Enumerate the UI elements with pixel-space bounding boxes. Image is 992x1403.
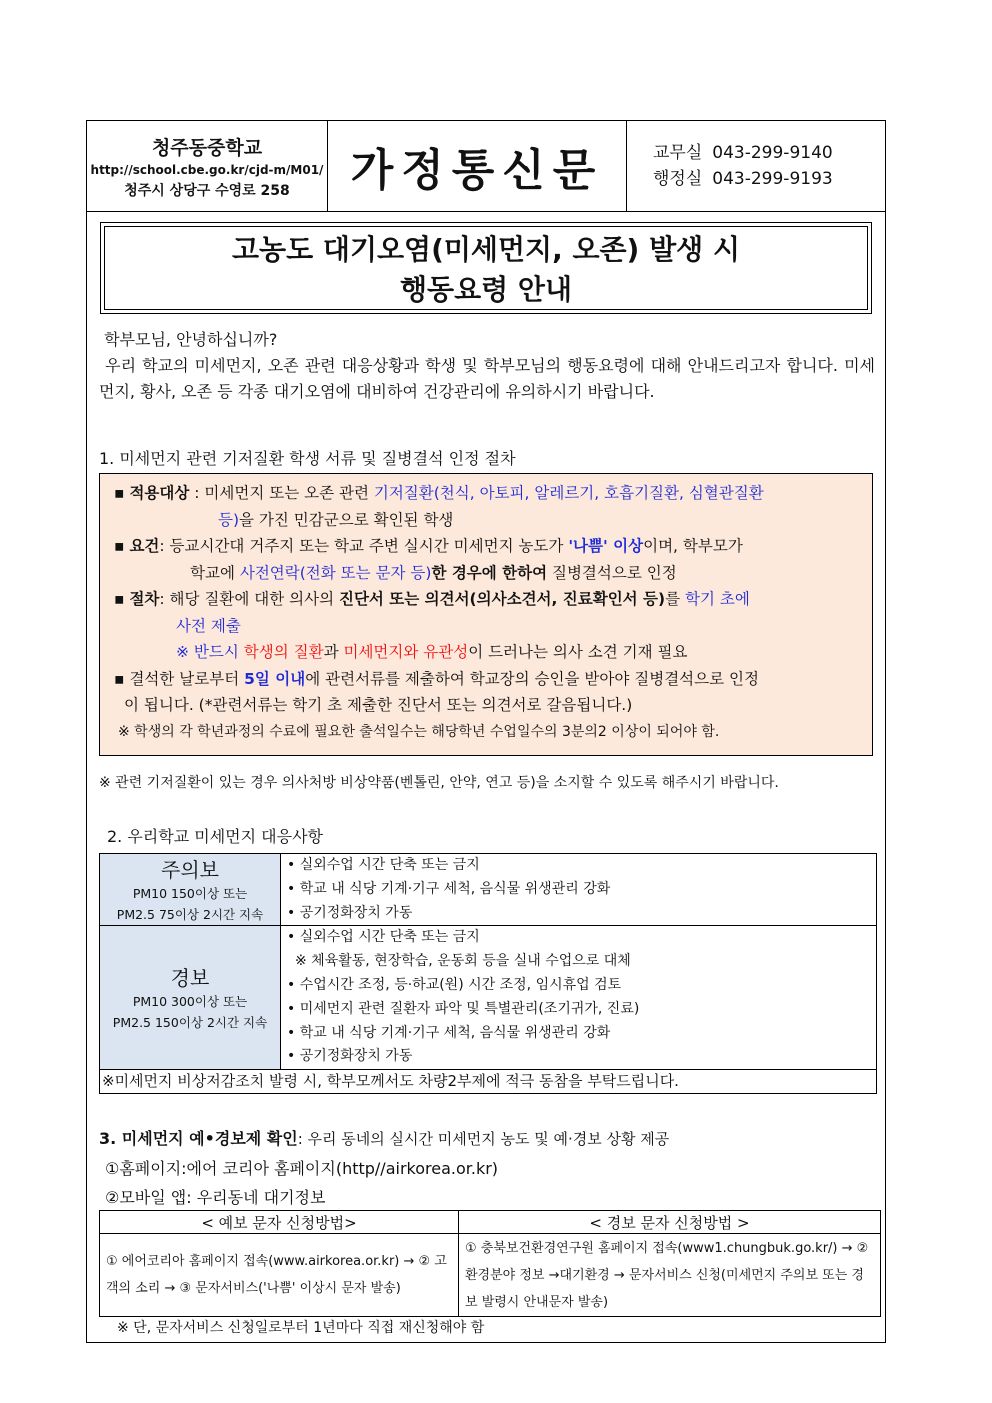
phone-office-admin: 행정실 043-299-9193 [653,169,833,189]
intro-body: 우리 학교의 미세먼지, 오존 관련 대응상황과 학생 및 학부모님의 행동요령에 대해 안내드리고자 합니다. 미세먼지, 황사, 오존 등 각종 대기오염에 대비하여 건강관리에 유의하시기 바랍니다. [99,356,875,401]
procedure-row: ▪ 절차: 해당 질환에 대한 의사의 진단서 또는 의견서(의사소견서, 진료확인서 등)를 학기 초에 [114,590,750,608]
section3-heading: 3. 미세먼지 예•경보제 확인 [99,1129,298,1148]
table-row: 경보 PM10 300이상 또는 PM2.5 150이상 2시간 지속 • 실외수업 시간 단축 또는 금지 ※ 체육활동, 현장학습, 운동회 등을 실내 수업으로 대체 • 수업시간 조정, 등·하교(원) 시간 조정, 임시휴업 검토 • 미세먼지 관련 질환자 파악 및 특별관리(조기귀가, 진료) • 학교 내 식당 기계·기구 세척, 음식물 위생관리 강화 • 공기정화장치 가동 [100,926,877,1070]
section2-heading: 2. 우리학교 미세먼지 대응사항 [107,827,323,846]
warning-header: < 경보 문자 신청방법 > [459,1211,881,1234]
notice-header [87,121,885,212]
forecast-header: < 예보 문자 신청방법> [100,1211,459,1234]
homepage-item: ①홈페이지:에어 코리아 홈페이지(http//airkorea.or.kr) [105,1159,499,1178]
intro-text [99,327,875,405]
school-url[interactable]: http://school.cbe.go.kr/cjd-m/M01/ [90,162,324,177]
response-table [99,853,877,1094]
notice-title: 가정통신문 [328,121,627,211]
section1-heading: 1. 미세먼지 관련 기저질환 학생 서류 및 질병결석 인정 절차 [99,449,516,468]
section3: 3. 미세먼지 예•경보제 확인: 우리 동네의 실시간 미세먼지 농도 및 예·경보 상황 제공 ①홈페이지:에어 코리아 홈페이지(http//airkorea.or.kr) ②모바일 앱: 우리동네 대기정보 [99,1124,669,1212]
sms-table [99,1210,881,1317]
phone-office-academic: 교무실 043-299-9140 [653,143,833,163]
table-row: 주의보 PM10 150이상 또는 PM2.5 75이상 2시간 지속 • 실외수업 시간 단축 또는 금지 • 학교 내 식당 기계·기구 세척, 음식물 위생관리 강화 • 공기정화장치 가동 [100,854,877,926]
greeting: 학부모님, 안녕하십니까? [104,330,278,349]
target-row: ▪ 적용대상 : 미세먼지 또는 오존 관련 기저질환(천식, 아토피, 알레르기, 호흡기질환, 심혈관질환 [114,484,764,502]
level-warning: 경보 [170,966,210,991]
section1-box: ▪ 적용대상 : 미세먼지 또는 오존 관련 기저질환(천식, 아토피, 알레르기, 호흡기질환, 심혈관질환 등)을 가진 민감군으로 확인된 학생 ▪ 요건: 등교시간대 거주지 또는 학교 주변 실시간 미세먼지 농도가 '나쁨' 이상이며, 학부모가 학교에 사전연락(전화 또는 문자 등)한 경우에 한하여 질병결석으로 인정 ▪ 절차: 해당 질환에 대한 의사의 진단서 또는 의견서(의사소견서, 진료확인서 등)를 학기 초에 사전 제출 ※ 반드시 학생의 질환과 미세먼지와 유관성이 드러나는 의사 소견 기재 필요 ▪ 결석한 날로부터 5일 이내에 관련서류를 제출하여 학교장의 승인을 받아야 질병결석으로 인정 이 됩니다. (*관련서류는 학기 초 제출한 진단서 또는 의견서로 갈음됩니다.) ※ 학생의 각 학년과정의 수료에 필요한 출석일수는 해당학년 수업일수의 3분의2 이상이 되어야 함. [99,473,873,756]
notice-page [86,120,886,1343]
requirement-row: ▪ 요건: 등교시간대 거주지 또는 학교 주변 실시간 미세먼지 농도가 '나쁨' 이상이며, 학부모가 [114,537,743,555]
banner-line-1: 고농도 대기오염(미세먼지, 오존) 발생 시 [232,233,740,266]
medication-note: ※ 관련 기저질환이 있는 경우 의사처방 비상약품(벤톨린, 안약, 연고 등)을 소지할 수 있도록 해주시기 바랍니다. [99,775,779,791]
level-advisory: 주의보 [161,858,219,883]
banner-line-2: 행동요령 안내 [399,273,573,306]
attendance-note: ※ 학생의 각 학년과정의 수료에 필요한 출석일수는 해당학년 수업일수의 3분의2 이상이 되어야 함. [118,723,720,740]
school-address: 청주시 상당구 수영로 258 [124,182,290,199]
carpool-footnote: ※미세먼지 비상저감조치 발령 시, 학부모께서도 차량2부제에 적극 동참을 부탁드립니다. [100,1070,877,1094]
warning-method: ① 충북보건환경연구원 홈페이지 접속(www1.chungbuk.go.kr/) → ② 환경분야 정보 →대기환경 → 문자서비스 신청(미세먼지 주의보 또는 경보 발령시 안내문자 발송) [459,1234,881,1317]
absence-row: ▪ 결석한 날로부터 5일 이내에 관련서류를 제출하여 학교장의 승인을 받아야 질병결석으로 인정 [114,669,759,688]
renewal-note: ※ 단, 문자서비스 신청일로부터 1년마다 직접 재신청해야 함 [117,1320,485,1336]
school-info [87,121,328,211]
topic-banner [100,222,872,314]
forecast-method: ① 에어코리아 홈페이지 접속(www.airkorea.or.kr) → ② 고객의 소리 → ③ 문자서비스('나쁨' 이상시 문자 발송) [100,1234,459,1317]
warning-row: ※ 반드시 학생의 질환과 미세먼지와 유관성이 드러나는 의사 소견 기재 필요 [176,643,688,661]
mobile-app-item: ②모바일 앱: 우리동네 대기정보 [105,1188,326,1207]
school-name: 청주동중학교 [151,136,263,159]
phone-list [627,121,885,211]
